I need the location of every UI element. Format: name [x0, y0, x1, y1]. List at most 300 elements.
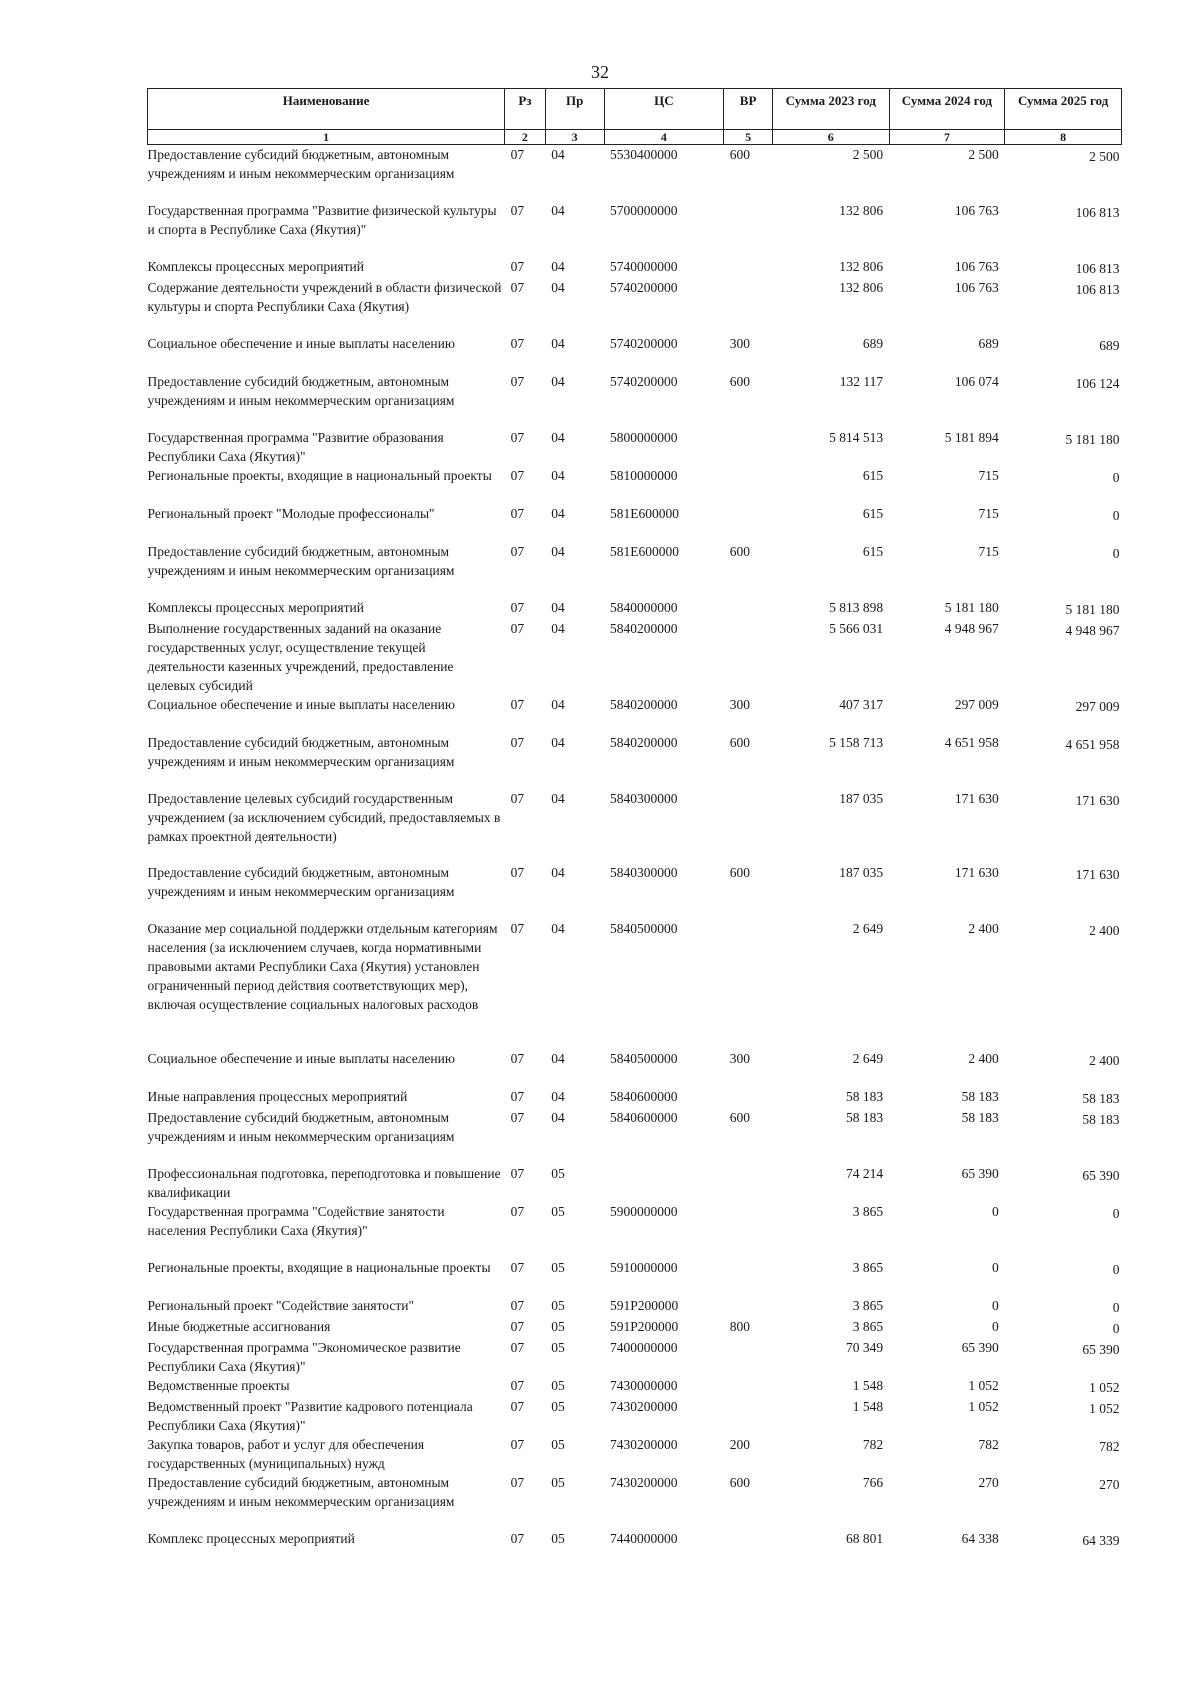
row-sum-2024: 58 183	[961, 1088, 999, 1104]
row-sum-2025: 1 052	[1089, 1379, 1120, 1395]
row-sum-2024: 0	[992, 1297, 999, 1313]
row-vr: 600	[729, 543, 751, 559]
row-pr: 04	[551, 599, 565, 615]
column-number: 5	[724, 130, 773, 145]
row-sum-2024: 5 181 894	[944, 429, 999, 445]
row-sum-2023: 1 548	[852, 1377, 884, 1393]
row-pr: 05	[551, 1474, 565, 1490]
header-sum-2024: Сумма 2024 год	[889, 89, 1005, 130]
row-name: Государственная программа "Экономическое развитие Республики Саха (Якутия)"	[147, 1339, 461, 1374]
row-rz: 07	[510, 790, 525, 806]
row-sum-2025: 4 948 967	[1065, 622, 1120, 638]
row-sum-2025: 2 400	[1089, 922, 1120, 938]
row-sum-2025: 58 183	[1082, 1090, 1120, 1106]
table-row	[148, 201, 1122, 257]
row-sum-2024: 4 948 967	[944, 620, 999, 636]
row-sum-2024: 106 763	[954, 202, 999, 218]
row-name: Ведомственный проект "Развитие кадрового потенциала Республики Саха (Якутия)"	[147, 1398, 473, 1433]
row-pr: 04	[551, 620, 565, 636]
row-cs: 7440000000	[610, 1530, 678, 1546]
row-sum-2024: 64 338	[961, 1530, 999, 1546]
row-rz: 07	[510, 1050, 525, 1066]
table-row	[148, 145, 1122, 201]
row-name: Профессиональная подготовка, переподготовка и повышение квалификации	[147, 1165, 501, 1200]
row-sum-2025: 106 124	[1075, 375, 1120, 391]
row-pr: 04	[551, 147, 565, 162]
row-sum-2023: 766	[862, 1474, 884, 1490]
row-vr	[724, 1397, 773, 1435]
row-cs: 5910000000	[610, 1259, 678, 1275]
row-cs: 5840200000	[610, 734, 678, 750]
row-pr: 04	[551, 543, 565, 559]
row-sum-2024: 297 009	[954, 696, 999, 712]
row-sum-2024: 0	[992, 1203, 999, 1219]
row-pr: 04	[551, 335, 565, 351]
row-sum-2024: 782	[978, 1436, 999, 1452]
row-rz: 07	[510, 1203, 525, 1219]
row-rz: 07	[510, 279, 525, 295]
row-sum-2024: 106 763	[954, 279, 999, 295]
row-sum-2025: 0	[1112, 1205, 1120, 1221]
row-sum-2024: 2 400	[968, 1050, 999, 1066]
row-name: Предоставление субсидий бюджетным, автономным учреждениям и иным некоммерческим организациям	[147, 147, 455, 181]
table-row	[148, 1317, 1122, 1338]
row-name: Предоставление субсидий бюджетным, автономным учреждениям и иным некоммерческим организациям	[147, 864, 455, 899]
row-pr: 05	[551, 1398, 565, 1414]
row-sum-2025: 2 400	[1089, 1052, 1120, 1068]
row-sum-2023: 3 865	[852, 1297, 884, 1313]
row-rz: 07	[510, 1259, 525, 1275]
row-name: Предоставление субсидий бюджетным, автономным учреждениям и иным некоммерческим организациям	[147, 1474, 455, 1509]
row-vr	[724, 789, 773, 863]
row-sum-2025: 65 390	[1082, 1167, 1120, 1183]
row-sum-2025: 171 630	[1075, 866, 1120, 882]
row-cs: 5740200000	[610, 335, 678, 351]
header-cs: ЦС	[604, 89, 724, 130]
row-sum-2023: 2 500	[852, 147, 884, 162]
table-row	[148, 1376, 1122, 1397]
row-sum-2025: 58 183	[1082, 1111, 1120, 1127]
row-sum-2023: 132 806	[839, 258, 884, 274]
table-row	[148, 334, 1122, 372]
row-cs: 5840600000	[610, 1109, 678, 1125]
row-name: Социальное обеспечение и иные выплаты населению	[147, 696, 455, 712]
row-cs: 5840200000	[610, 620, 678, 636]
row-sum-2023: 187 035	[839, 864, 884, 880]
row-rz: 07	[510, 1109, 525, 1125]
row-pr: 04	[551, 1109, 565, 1125]
row-rz: 07	[510, 1297, 525, 1313]
row-vr: 600	[729, 1109, 751, 1125]
row-sum-2023: 132 806	[839, 202, 884, 218]
row-sum-2025: 0	[1112, 1261, 1120, 1277]
row-cs: 5840500000	[610, 1050, 678, 1066]
row-rz: 07	[510, 429, 525, 445]
row-cs: 5740000000	[610, 258, 678, 274]
row-pr: 05	[551, 1297, 565, 1313]
column-number: 8	[1005, 130, 1122, 145]
row-vr: 600	[729, 864, 751, 880]
row-name: Предоставление субсидий бюджетным, автономным учреждениям и иным некоммерческим организациям	[147, 543, 455, 578]
table-row	[148, 863, 1122, 919]
row-vr	[724, 1296, 773, 1317]
table-row	[148, 1164, 1122, 1202]
row-pr: 04	[551, 920, 565, 936]
row-rz: 07	[510, 543, 525, 559]
row-name: Оказание мер социальной поддержки отдельным категориям населения (за исключением случаев, когда нормативными правовыми актами Республики Саха (Якутия) установлен ограниченный период действия соответствующих мер), включая осуществление социальных налоговых расходов	[147, 920, 498, 1012]
row-name: Государственная программа "Развитие физической культуры и спорта в Республике Саха (Якутия)"	[147, 202, 497, 237]
row-sum-2023: 3 865	[852, 1318, 884, 1334]
row-rz: 07	[510, 920, 525, 936]
row-vr: 600	[729, 373, 751, 389]
row-name: Предоставление субсидий бюджетным, автономным учреждениям и иным некоммерческим организациям	[147, 373, 455, 408]
row-sum-2023: 615	[862, 505, 884, 521]
row-rz: 07	[510, 467, 525, 483]
row-sum-2023: 132 806	[839, 279, 884, 295]
row-name: Региональный проект "Молодые профессионалы"	[147, 505, 435, 521]
row-name: Государственная программа "Развитие образования Республики Саха (Якутия)"	[147, 429, 444, 464]
row-pr: 05	[551, 1530, 565, 1546]
table-row	[148, 789, 1122, 863]
column-number-row	[148, 130, 1122, 145]
row-vr: 800	[729, 1318, 751, 1334]
header-sum-2023: Сумма 2023 год	[772, 89, 889, 130]
table-row	[148, 466, 1122, 504]
row-rz: 07	[510, 1530, 525, 1546]
row-sum-2023: 2 649	[852, 920, 884, 936]
row-sum-2024: 58 183	[961, 1109, 999, 1125]
row-vr: 300	[729, 696, 751, 712]
row-vr	[724, 1164, 773, 1202]
row-rz: 07	[510, 258, 525, 274]
row-name: Закупка товаров, работ и услуг для обеспечения государственных (муниципальных) нужд	[147, 1436, 425, 1471]
header-rz: Рз	[505, 89, 546, 130]
row-sum-2023: 132 117	[839, 373, 884, 389]
row-pr: 04	[551, 696, 565, 712]
table-row	[148, 1202, 1122, 1258]
table-row	[148, 1397, 1122, 1435]
table-row	[148, 542, 1122, 598]
row-vr	[724, 278, 773, 334]
row-rz: 07	[510, 505, 525, 521]
row-sum-2023: 68 801	[846, 1530, 884, 1546]
row-vr	[724, 201, 773, 257]
row-sum-2023: 407 317	[839, 696, 884, 712]
row-pr: 04	[551, 258, 565, 274]
row-name: Иные бюджетные ассигнования	[147, 1318, 331, 1334]
row-sum-2025: 2 500	[1089, 149, 1120, 164]
row-rz: 07	[510, 147, 525, 162]
row-sum-2025: 64 339	[1082, 1532, 1120, 1548]
row-cs: 591Р200000	[610, 1318, 679, 1334]
row-vr: 200	[729, 1436, 751, 1452]
column-number: 1	[148, 130, 505, 145]
row-cs	[604, 1164, 724, 1202]
row-vr: 600	[729, 147, 751, 162]
row-sum-2025: 297 009	[1075, 698, 1120, 714]
column-number: 7	[889, 130, 1005, 145]
row-cs: 5700000000	[610, 202, 678, 218]
row-cs: 5840200000	[610, 696, 678, 712]
row-name: Содержание деятельности учреждений в области физической культуры и спорта Республики Саха (Якутия)	[147, 279, 502, 314]
row-pr: 05	[551, 1259, 565, 1275]
row-cs: 5740200000	[610, 279, 678, 295]
row-cs: 5840300000	[610, 864, 678, 880]
row-sum-2025: 782	[1099, 1438, 1120, 1454]
row-pr: 04	[551, 373, 565, 389]
row-sum-2025: 0	[1112, 507, 1120, 523]
row-sum-2025: 171 630	[1075, 792, 1120, 808]
row-name: Региональный проект "Содействие занятости"	[147, 1297, 415, 1313]
row-vr: 300	[729, 335, 751, 351]
budget-table-container	[147, 88, 1122, 1559]
row-sum-2023: 1 548	[852, 1398, 884, 1414]
row-pr: 05	[551, 1377, 565, 1393]
row-sum-2025: 65 390	[1082, 1341, 1120, 1357]
row-sum-2025: 106 813	[1075, 204, 1120, 220]
row-sum-2024: 0	[992, 1259, 999, 1275]
row-sum-2025: 0	[1112, 469, 1120, 485]
row-sum-2025: 0	[1112, 1320, 1120, 1336]
row-sum-2025: 5 181 180	[1065, 601, 1120, 617]
row-cs: 5800000000	[610, 429, 678, 445]
row-pr: 04	[551, 790, 565, 806]
budget-table	[147, 88, 1122, 1559]
row-vr: 300	[729, 1050, 751, 1066]
row-cs: 5840000000	[610, 599, 678, 615]
row-rz: 07	[510, 373, 525, 389]
table-row	[148, 1258, 1122, 1296]
row-vr	[724, 257, 773, 278]
row-sum-2023: 74 214	[846, 1165, 884, 1181]
row-sum-2025: 0	[1112, 545, 1120, 561]
row-pr: 05	[551, 1165, 565, 1181]
row-vr	[724, 1338, 773, 1376]
row-name: Комплекс процессных мероприятий	[147, 1530, 355, 1546]
row-cs: 7430000000	[610, 1377, 678, 1393]
row-cs: 5740200000	[610, 373, 678, 389]
row-name: Комплексы процессных мероприятий	[147, 258, 364, 274]
row-sum-2023: 187 035	[839, 790, 884, 806]
row-rz: 07	[510, 1474, 525, 1490]
row-sum-2023: 2 649	[852, 1050, 884, 1066]
row-pr: 05	[551, 1436, 565, 1452]
row-name: Предоставление субсидий бюджетным, автономным учреждениям и иным некоммерческим организациям	[147, 1109, 455, 1144]
header-name: Наименование	[148, 89, 505, 130]
row-sum-2023: 5 566 031	[829, 620, 884, 636]
row-vr: 600	[729, 1474, 751, 1490]
row-sum-2023: 58 183	[846, 1109, 884, 1125]
table-row	[148, 598, 1122, 619]
row-vr	[724, 598, 773, 619]
row-name: Комплексы процессных мероприятий	[147, 599, 364, 615]
row-cs: 5840600000	[610, 1088, 678, 1104]
row-pr: 05	[551, 1339, 565, 1355]
row-sum-2023: 615	[862, 543, 884, 559]
row-pr: 04	[551, 1088, 565, 1104]
row-rz: 07	[510, 1398, 525, 1414]
row-sum-2024: 0	[992, 1318, 999, 1334]
row-sum-2024: 65 390	[961, 1165, 999, 1181]
row-cs: 591Р200000	[610, 1297, 679, 1313]
row-vr	[724, 619, 773, 695]
row-name: Предоставление целевых субсидий государственным учреждением (за исключением субсидий, предоставляемых в рамках проектной деятельности)	[147, 790, 501, 844]
row-vr	[724, 1258, 773, 1296]
row-pr: 04	[551, 505, 565, 521]
table-row	[148, 1338, 1122, 1376]
row-sum-2023: 5 158 713	[829, 734, 884, 750]
row-vr	[724, 1376, 773, 1397]
row-cs: 581Е600000	[610, 543, 680, 559]
row-sum-2023: 5 813 898	[829, 599, 884, 615]
row-vr	[724, 1202, 773, 1258]
row-rz: 07	[510, 335, 525, 351]
row-sum-2025: 689	[1099, 337, 1120, 353]
row-sum-2023: 70 349	[846, 1339, 884, 1355]
row-name: Региональные проекты, входящие в национальный проекты	[147, 467, 492, 483]
row-pr: 04	[551, 1050, 565, 1066]
row-sum-2024: 715	[978, 543, 999, 559]
table-row	[148, 1296, 1122, 1317]
row-cs: 581Е600000	[610, 505, 680, 521]
row-sum-2023: 689	[862, 335, 884, 351]
row-cs: 7430200000	[610, 1474, 678, 1490]
table-row	[148, 1473, 1122, 1529]
table-row	[148, 1087, 1122, 1108]
table-row	[148, 919, 1122, 1049]
row-vr	[724, 1529, 773, 1559]
row-vr	[724, 466, 773, 504]
row-cs: 5840500000	[610, 920, 678, 936]
row-pr: 05	[551, 1203, 565, 1219]
row-sum-2023: 615	[862, 467, 884, 483]
row-rz: 07	[510, 696, 525, 712]
row-rz: 07	[510, 1165, 525, 1181]
row-cs: 5900000000	[610, 1203, 678, 1219]
table-body	[148, 145, 1122, 1559]
row-name: Региональные проекты, входящие в национальные проекты	[147, 1259, 491, 1275]
row-rz: 07	[510, 1339, 525, 1355]
row-sum-2024: 171 630	[954, 864, 999, 880]
row-name: Иные направления процессных мероприятий	[147, 1088, 408, 1104]
row-vr	[724, 428, 773, 466]
row-sum-2024: 270	[978, 1474, 999, 1490]
row-sum-2024: 106 074	[954, 373, 999, 389]
row-sum-2024: 5 181 180	[944, 599, 999, 615]
row-vr	[724, 1087, 773, 1108]
row-name: Предоставление субсидий бюджетным, автономным учреждениям и иным некоммерческим организациям	[147, 734, 455, 769]
row-cs: 5840300000	[610, 790, 678, 806]
row-sum-2024: 689	[978, 335, 999, 351]
row-name: Выполнение государственных заданий на оказание государственных услуг, осуществление текущей деятельности казенных учреждений, предоставление целевых субсидий	[147, 620, 454, 693]
row-name: Социальное обеспечение и иные выплаты населению	[147, 335, 455, 351]
row-sum-2024: 2 500	[968, 147, 999, 162]
row-name: Государственная программа "Содействие занятости населения Республики Саха (Якутия)"	[147, 1203, 445, 1238]
table-row	[148, 504, 1122, 542]
row-pr: 04	[551, 279, 565, 295]
row-name: Ведомственные проекты	[147, 1377, 290, 1393]
row-name: Социальное обеспечение и иные выплаты населению	[147, 1050, 455, 1066]
row-cs: 5810000000	[610, 467, 678, 483]
row-rz: 07	[510, 620, 525, 636]
row-sum-2024: 2 400	[968, 920, 999, 936]
row-rz: 07	[510, 599, 525, 615]
row-vr	[724, 504, 773, 542]
table-row	[148, 619, 1122, 695]
row-pr: 04	[551, 864, 565, 880]
row-sum-2023: 5 814 513	[829, 429, 884, 445]
row-vr	[724, 919, 773, 1049]
table-row	[148, 257, 1122, 278]
table-row	[148, 733, 1122, 789]
row-sum-2023: 3 865	[852, 1203, 884, 1219]
row-pr: 04	[551, 429, 565, 445]
row-rz: 07	[510, 1377, 525, 1393]
column-number: 2	[505, 130, 546, 145]
row-sum-2024: 4 651 958	[944, 734, 999, 750]
row-sum-2025: 106 813	[1075, 281, 1120, 297]
row-rz: 07	[510, 1318, 525, 1334]
row-sum-2024: 1 052	[968, 1398, 999, 1414]
row-sum-2024: 65 390	[961, 1339, 999, 1355]
row-sum-2024: 1 052	[968, 1377, 999, 1393]
header-row	[148, 89, 1122, 130]
row-vr: 600	[729, 734, 751, 750]
table-row	[148, 1108, 1122, 1164]
row-cs: 7400000000	[610, 1339, 678, 1355]
row-pr: 04	[551, 734, 565, 750]
row-sum-2025: 0	[1112, 1299, 1120, 1315]
table-row	[148, 372, 1122, 428]
table-row	[148, 428, 1122, 466]
row-sum-2025: 1 052	[1089, 1400, 1120, 1416]
row-cs: 5530400000	[610, 147, 678, 162]
row-sum-2025: 270	[1099, 1476, 1120, 1492]
row-sum-2025: 4 651 958	[1065, 736, 1120, 752]
row-sum-2023: 3 865	[852, 1259, 884, 1275]
row-sum-2025: 106 813	[1075, 260, 1120, 276]
column-number: 4	[604, 130, 724, 145]
table-row	[148, 1049, 1122, 1087]
row-cs: 7430200000	[610, 1398, 678, 1414]
row-sum-2023: 782	[862, 1436, 884, 1452]
column-number: 3	[545, 130, 604, 145]
table-row	[148, 1435, 1122, 1473]
row-rz: 07	[510, 1436, 525, 1452]
table-row	[148, 1529, 1122, 1559]
row-pr: 04	[551, 202, 565, 218]
row-sum-2023: 58 183	[846, 1088, 884, 1104]
page-number: 32	[591, 62, 609, 82]
row-rz: 07	[510, 202, 525, 218]
header-vr: ВР	[724, 89, 773, 130]
row-sum-2025: 5 181 180	[1065, 431, 1120, 447]
header-sum-2025: Сумма 2025 год	[1005, 89, 1122, 130]
table-row	[148, 695, 1122, 733]
row-sum-2024: 106 763	[954, 258, 999, 274]
row-rz: 07	[510, 734, 525, 750]
row-cs: 7430200000	[610, 1436, 678, 1452]
row-pr: 05	[551, 1318, 565, 1334]
row-rz: 07	[510, 864, 525, 880]
header-pr: Пр	[545, 89, 604, 130]
row-sum-2024: 715	[978, 505, 999, 521]
column-number: 6	[772, 130, 889, 145]
row-rz: 07	[510, 1088, 525, 1104]
row-sum-2024: 171 630	[954, 790, 999, 806]
row-pr: 04	[551, 467, 565, 483]
row-sum-2024: 715	[978, 467, 999, 483]
